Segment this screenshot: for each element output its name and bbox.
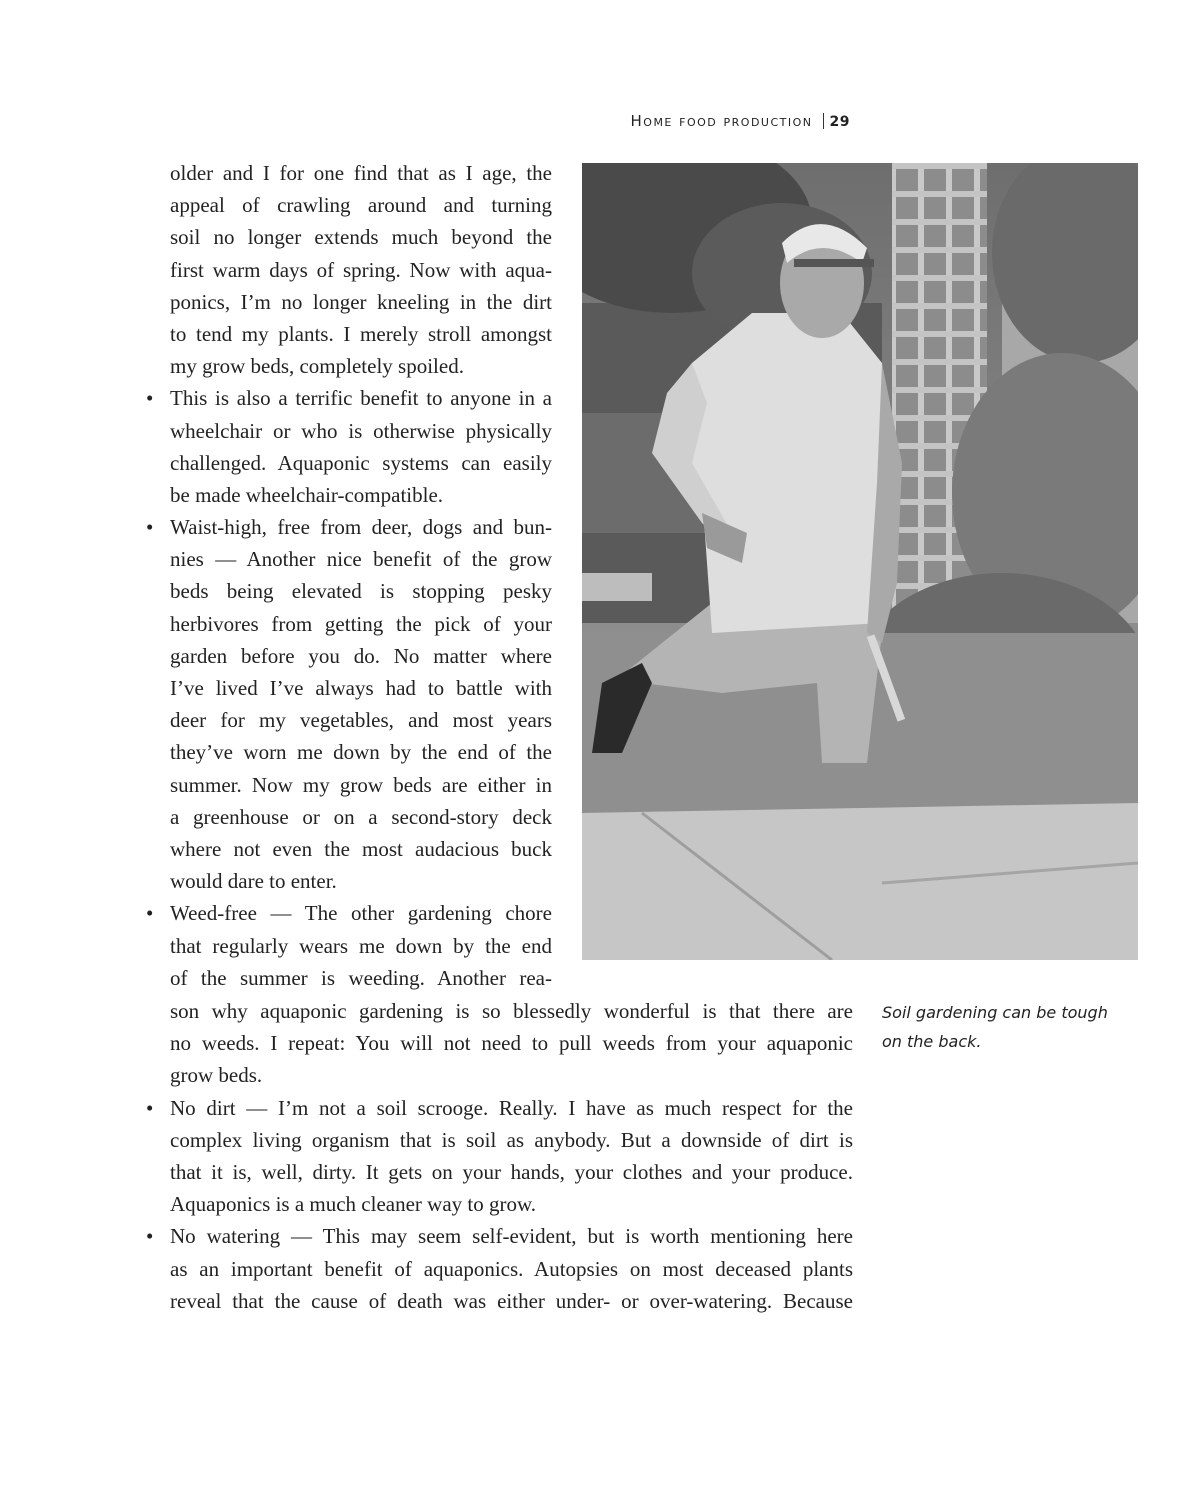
line-text: wheelchair or who is otherwise physically [170, 418, 552, 443]
body-text-line [170, 447, 552, 479]
body-text-line [170, 672, 552, 704]
body-text-line [146, 1092, 853, 1124]
body-text-narrow-column [146, 157, 552, 994]
line-text: appeal of crawling around and turning [170, 193, 552, 218]
line-text: ponics, I’m no longer kneeling in the dirt [170, 289, 552, 314]
body-text-line [170, 286, 552, 318]
bullet-marker: • [146, 1095, 154, 1120]
body-text-line [170, 1027, 853, 1059]
section-title: Home food production [630, 112, 813, 130]
garden-photo [582, 163, 1138, 960]
line-text: Aquaponics is a much cleaner way to grow. [170, 1192, 537, 1217]
header-divider [823, 113, 824, 129]
line-text: no weeds. I repeat: You will not need to pull weeds from your aquaponic [170, 1031, 853, 1056]
line-text: I’ve lived I’ve always had to battle with [170, 676, 552, 700]
line-text: soil no longer extends much beyond the [170, 225, 552, 250]
body-text-line [170, 801, 552, 833]
photo-illustration [582, 163, 1138, 960]
body-text-line [170, 640, 552, 672]
line-text: where not even the most audacious buck [170, 836, 552, 861]
body-text-line [170, 769, 552, 801]
body-text-line [146, 382, 552, 414]
line-text: Waist-high, free from deer, dogs and bun- [170, 515, 552, 540]
line-text: herbivores from getting the pick of your [170, 611, 552, 636]
line-text: they’ve worn me down by the end of the [170, 740, 552, 765]
body-text-line [170, 736, 552, 768]
running-header [631, 112, 851, 130]
body-text-line [146, 897, 552, 929]
body-text-line [170, 575, 552, 607]
body-text-line [170, 318, 552, 350]
line-text: beds being elevated is stopping pesky [170, 579, 552, 604]
bullet-marker: • [146, 515, 154, 540]
body-text-line [170, 995, 853, 1027]
body-text-line [170, 1059, 853, 1091]
body-text-line [170, 865, 552, 897]
body-text-line [170, 1124, 853, 1156]
line-text: first warm days of spring. Now with aqua- [170, 257, 552, 282]
body-text-line [146, 511, 552, 543]
line-text: grow beds. [170, 1063, 263, 1088]
body-text-line [170, 221, 552, 253]
line-text: son why aquaponic gardening is so blessedly wonderful is that there are [170, 999, 853, 1023]
body-text-line [170, 157, 552, 189]
body-text-line [170, 608, 552, 640]
line-text: would dare to enter. [170, 869, 337, 894]
body-text-line [170, 479, 552, 511]
line-text: deer for my vegetables, and most years [170, 708, 552, 733]
body-text-line [170, 1253, 853, 1285]
line-text: that regularly wears me down by the end [170, 933, 552, 958]
line-text: garden before you do. No matter where [170, 643, 552, 668]
line-text: of the summer is weeding. Another rea- [170, 965, 552, 990]
line-text: This is also a terrific benefit to anyone in a [170, 386, 552, 411]
line-text: nies — Another nice benefit of the grow [170, 547, 552, 572]
line-text: as an important benefit of aquaponics. Autopsies on most deceased plants [170, 1256, 853, 1281]
body-text-line [170, 1156, 853, 1188]
body-text-line [170, 833, 552, 865]
body-text-line [170, 189, 552, 221]
line-text: Weed-free — The other gardening chore [170, 901, 552, 926]
body-text-wide-column [146, 995, 853, 1317]
body-text-line [170, 350, 552, 382]
line-text: complex living organism that is soil as anybody. But a downside of dirt is [170, 1127, 853, 1152]
bullet-marker: • [146, 1224, 154, 1249]
body-text-line [170, 415, 552, 447]
line-text: older and I for one find that as I age, the [170, 161, 552, 185]
body-text-line [170, 543, 552, 575]
line-text: my grow beds, completely spoiled. [170, 354, 464, 379]
body-text-line [170, 962, 552, 994]
line-text: summer. Now my grow beds are either in [170, 772, 552, 797]
line-text: a greenhouse or on a second-story deck [170, 804, 552, 829]
body-text-line [170, 930, 552, 962]
page-number: 29 [829, 114, 850, 130]
line-text: to tend my plants. I merely stroll amongst [170, 321, 552, 346]
body-text-line [146, 1220, 853, 1252]
body-text-line [170, 1188, 853, 1220]
figure-caption: Soil gardening can be tough on the back. [882, 1003, 1108, 1051]
body-text-line [170, 254, 552, 286]
line-text: that it is, well, dirty. It gets on your hands, your clothes and your produce. [170, 1159, 853, 1184]
line-text: challenged. Aquaponic systems can easily [170, 450, 552, 475]
body-text-line [170, 704, 552, 736]
line-text: No watering — This may seem self-evident, but is worth mentioning here [170, 1224, 853, 1249]
line-text: No dirt — I’m not a soil scrooge. Really. I have as much respect for the [170, 1095, 853, 1120]
body-text-line [170, 1285, 853, 1317]
bullet-marker: • [146, 386, 154, 411]
bullet-marker: • [146, 901, 154, 926]
line-text: be made wheelchair-compatible. [170, 482, 444, 507]
line-text: reveal that the cause of death was either under- or over-watering. Because [170, 1288, 853, 1313]
